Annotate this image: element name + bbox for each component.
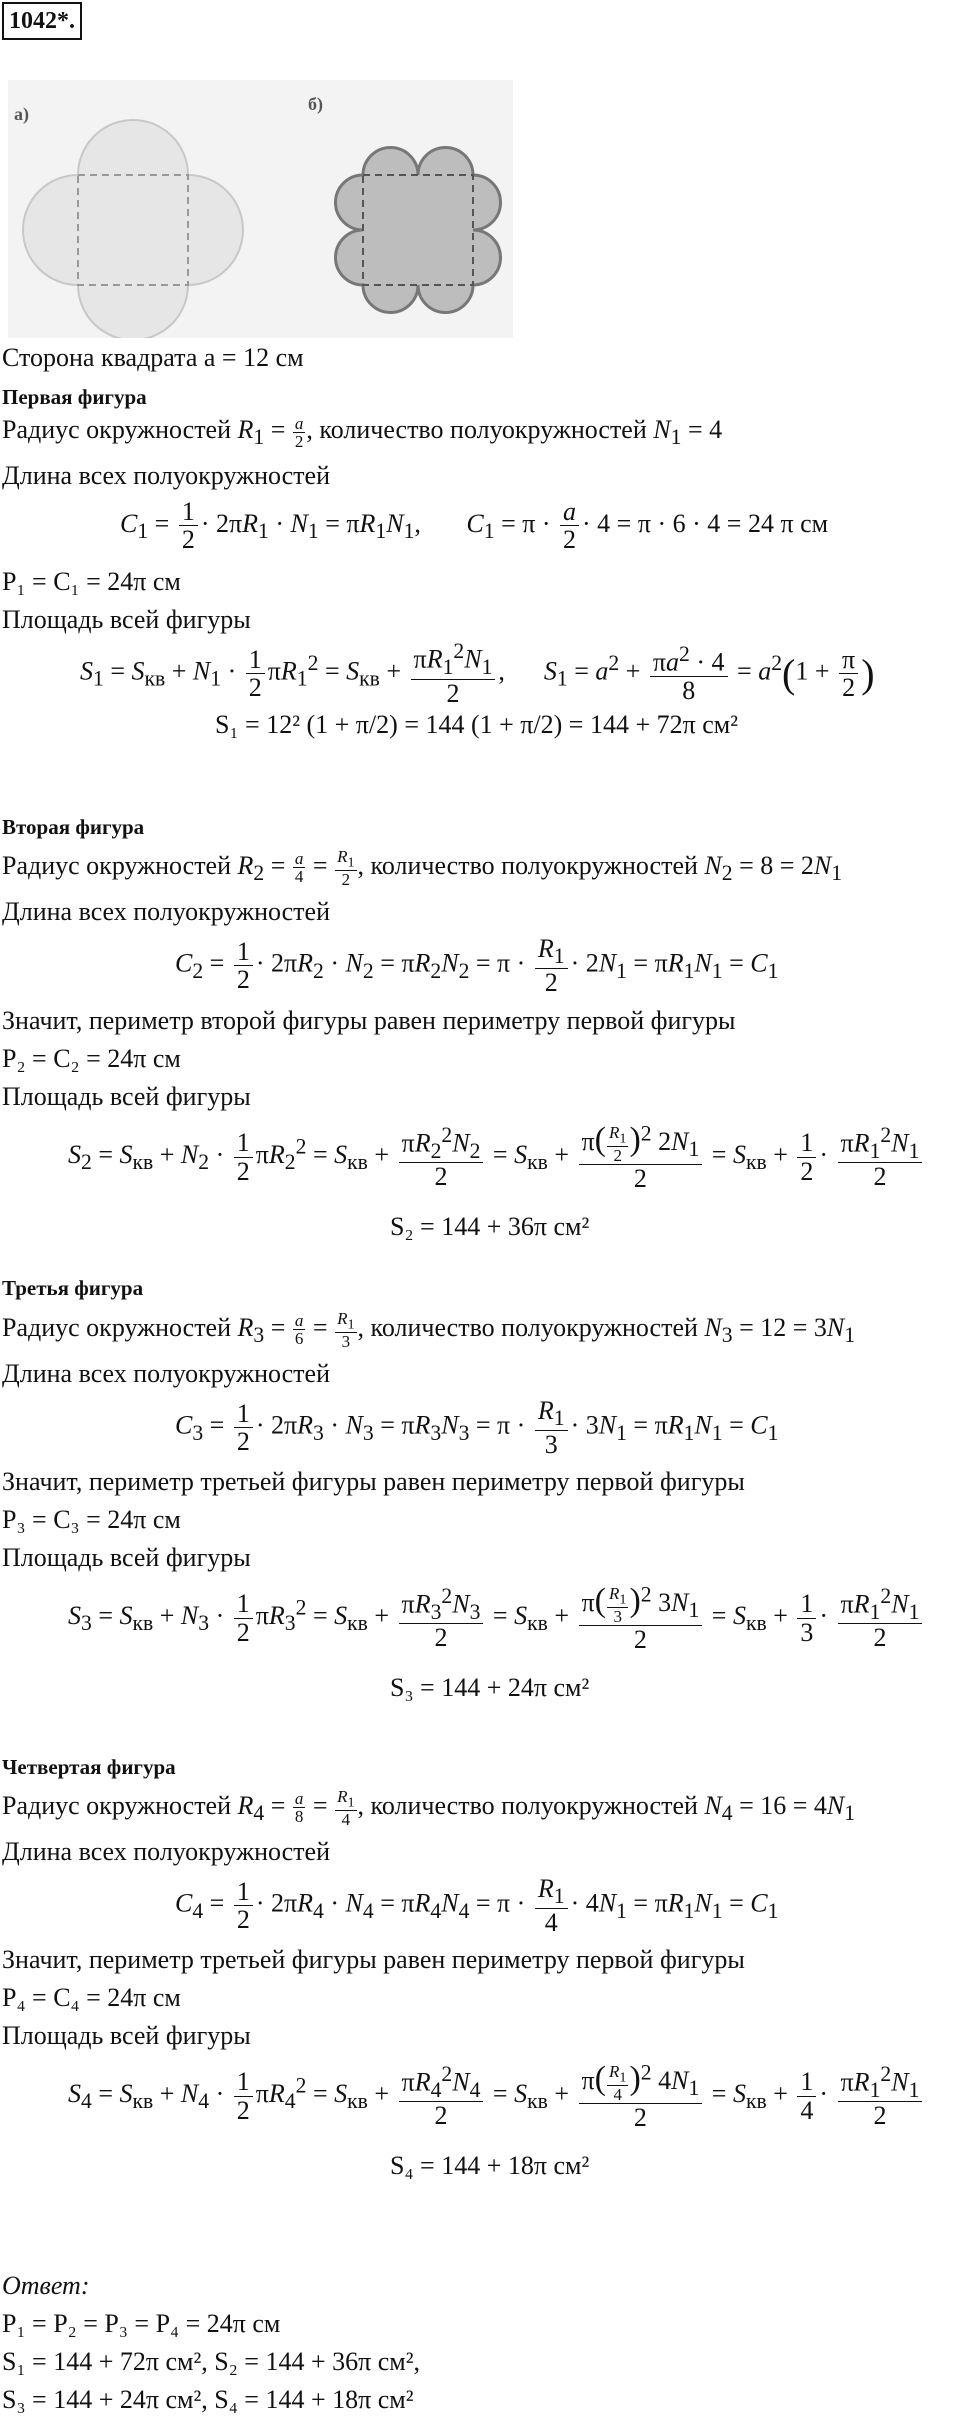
figure-b — [335, 148, 500, 313]
heading-fig1: Первая фигура — [2, 385, 147, 409]
answer-line3: S₃ = 144 + 24π см², S₄ = 144 + 18π см² — [2, 2385, 414, 2414]
figures-drawing — [8, 80, 513, 338]
heading-fig2: Вторая фигура — [2, 815, 145, 839]
fig3-radius-line: Радиус окружностей $R_3$ = $\frac{a}{6}$ = $\frac{R_1}{3}$ , количество полуокружностей $N_3 = 12 = 3N_1$ — [2, 1309, 856, 1351]
fig2-same-text: Значит, периметр второй фигуры равен периметру первой фигуры — [2, 1006, 736, 1035]
figures-panel — [8, 80, 513, 338]
figure-a-label: а) — [14, 104, 29, 124]
fig2-radius-line: Радиус окружностей $R_2$ = $\frac{a}{4}$ = $\frac{R_1}{2}$ , количество полуокружностей $N_2 = 8 = 2N_1$ — [2, 847, 843, 889]
answer-line2: S₁ = 144 + 72π см², S₂ = 144 + 36π см², — [2, 2347, 421, 2376]
fig3-length-eq: $C_3$ = $\frac{1}{2}$ · $2\pi R_3 \cdot N_3 = \pi R_3N_3 = \pi$ · $\frac{R_1}{3}$ · $3N_1 = \pi R_1N_1 = C_1$ — [175, 1396, 779, 1459]
fig2-area-eq: $S_2 = S_{кв} + N_2$ · $\frac{1}{2}$ $\pi R_2^2 = S_{кв}$ + $\frac{\pi R_2^2N_2}{2}$ = $S_{кв}$ + π( $\frac{R_1}{2}$ )$^2$ $2N_1$ 2 = $S_{кв}$ + $\frac{1}{2}$ · $\frac{\pi R_1^2N_1}{2}$ — [68, 1122, 925, 1192]
fig3-area-label: Площадь всей фигуры — [2, 1543, 251, 1572]
problem-number: 1042*. — [2, 2, 82, 40]
fig2-area-label: Площадь всей фигуры — [2, 1082, 251, 1111]
fig4-area-result: S₄ = 144 + 18π см² — [390, 2151, 590, 2180]
fig1-perimeter: P₁ = C₁ = 24π см — [2, 567, 181, 596]
answer-line1: P₁ = P₂ = P₃ = P₄ = 24π см — [2, 2309, 281, 2338]
fig3-length-label: Длина всех полуокружностей — [2, 1359, 330, 1388]
heading-fig4: Четвертая фигура — [2, 1755, 176, 1779]
fig4-length-eq: $C_4$ = $\frac{1}{2}$ · $2\pi R_4 \cdot N_4 = \pi R_4N_4 = \pi$ · $\frac{R_1}{4}$ · $4N_1 = \pi R_1N_1 = C_1$ — [175, 1874, 779, 1937]
fig1-length-eq: $C_1$ = $\frac{1}{2}$ · $2\pi R_1 \cdot N_1 = \pi R_1N_1$, $C_1 = \pi$ · $\frac{a}{2}$ · 4 = π · 6 · 4 = 24 π см — [120, 497, 829, 555]
fig3-same-text: Значит, периметр третьей фигуры равен периметру первой фигуры — [2, 1467, 745, 1496]
fig2-area-result: S₂ = 144 + 36π см² — [390, 1212, 590, 1241]
fig2-perimeter: P₂ = C₂ = 24π см — [2, 1044, 181, 1073]
figure-b-label: б) — [308, 94, 323, 114]
square-side: Сторона квадрата a = 12 см — [2, 343, 304, 372]
fig4-area-eq: $S_4 = S_{кв} + N_4$ · $\frac{1}{2}$ $\pi R_4^2 = S_{кв}$ + $\frac{\pi R_4^2N_4}{2}$ = $S_{кв}$ + π( $\frac{R_1}{4}$ )$^2$ $4N_1$ 2 = $S_{кв}$ + $\frac{1}{4}$ · $\frac{\pi R_1^2N_1}{2}$ — [68, 2061, 925, 2131]
fig1-area-eq: $S_1 = S_{кв} + N_1$ · $\frac{1}{2}$ $\pi R_1^2 = S_{кв}$ + $\frac{\pi R_1^2N_1}{2}$ , $S_1 = a^2$ + $\frac{\pi a^2 \cdot 4}{8}$ = $a^2(1$ + $\frac{\pi}{2}$ ) — [80, 639, 875, 708]
fig1-area-label: Площадь всей фигуры — [2, 605, 251, 634]
answer-title: Ответ: — [2, 2271, 90, 2300]
fig1-length-label: Длина всех полуокружностей — [2, 461, 330, 490]
fig4-perimeter: P₄ = C₄ = 24π см — [2, 1983, 181, 2012]
fig4-length-label: Длина всех полуокружностей — [2, 1837, 330, 1866]
fig2-length-label: Длина всех полуокружностей — [2, 897, 330, 926]
fig2-length-eq: $C_2$ = $\frac{1}{2}$ · $2\pi R_2 \cdot N_2 = \pi R_2N_2 = \pi$ · $\frac{R_1}{2}$ · $2N_1 = \pi R_1N_1 = C_1$ — [175, 934, 779, 997]
fig4-radius-line: Радиус окружностей $R_4$ = $\frac{a}{8}$ = $\frac{R_1}{4}$ , количество полуокружностей $N_4 = 16 = 4N_1$ — [2, 1787, 856, 1829]
fig3-area-result: S₃ = 144 + 24π см² — [390, 1673, 590, 1702]
figure-a — [23, 120, 243, 338]
fig1-radius-line: Радиус окружностей $R_1$ = $\frac{a}{2}$ , количество полуокружностей $N_1 = 4$ — [2, 413, 723, 451]
heading-fig3: Третья фигура — [2, 1276, 144, 1300]
fig3-area-eq: $S_3 = S_{кв} + N_3$ · $\frac{1}{2}$ $\pi R_3^2 = S_{кв}$ + $\frac{\pi R_3^2N_3}{2}$ = $S_{кв}$ + π( $\frac{R_1}{3}$ )$^2$ $3N_1$ 2 = $S_{кв}$ + $\frac{1}{3}$ · $\frac{\pi R_1^2N_1}{2}$ — [68, 1583, 925, 1653]
fig4-area-label: Площадь всей фигуры — [2, 2021, 251, 2050]
fig3-perimeter: P₃ = C₃ = 24π см — [2, 1505, 181, 1534]
fig4-same-text: Значит, периметр третьей фигуры равен периметру первой фигуры — [2, 1945, 745, 1974]
fig1-area-result: S₁ = 12² (1 + π/2) = 144 (1 + π/2) = 144 + 72π см² — [215, 710, 739, 739]
